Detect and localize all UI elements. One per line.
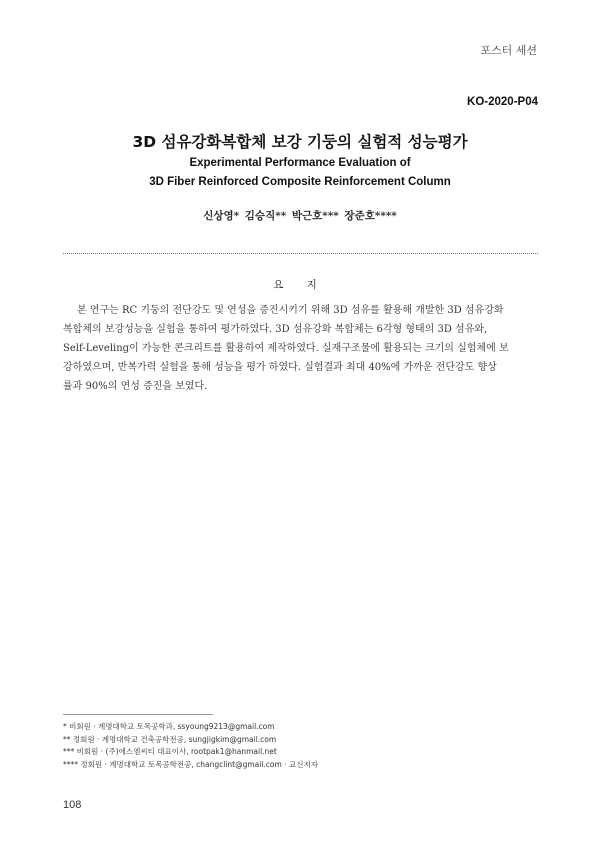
title-english-line-2: 3D Fiber Reinforced Composite Reinforcement Column: [149, 176, 451, 188]
footnote-1: * 비회원 · 계명대학교 토목공학과, ssyoung9213@gmail.com: [63, 722, 275, 731]
title-korean: 3D 섬유강화복합체 보강 기둥의 실험적 성능평가: [132, 133, 468, 151]
page-number: 108: [63, 799, 82, 811]
footnote-3: *** 비회원 · (주)에스엠씨티 대표이사, rootpak1@hanmail.net: [63, 747, 277, 756]
authors: 신상영* 김승직** 박근호*** 장준호****: [203, 210, 397, 222]
dotted-divider: [63, 253, 538, 254]
title-english-line-1: Experimental Performance Evaluation of: [189, 157, 411, 169]
section-label: 포스터 세션: [480, 44, 537, 57]
paper-id: KO-2020-P04: [467, 96, 538, 108]
abstract-line-2: 복합체의 보강성능을 실험을 통하여 평가하였다. 3D 섬유강화 복합체는 6각형 형태의 3D 섬유와,: [63, 324, 488, 335]
abstract-line-4: 강하였으며, 반복가력 실험을 통해 성능을 평가 하였다. 실험결과 최대 40%에 가까운 전단강도 향상: [63, 362, 497, 373]
abstract-body: [63, 301, 538, 396]
abstract-line-5: 률과 90%의 연성 증진을 보였다.: [63, 381, 208, 392]
title-english: [0, 154, 600, 192]
abstract-line-1: 본 연구는 RC 기둥의 전단강도 및 연성을 증진시키기 위해 3D 섬유를 활용해 개발한 3D 섬유강화: [77, 305, 504, 316]
abstract-heading: 요 지: [273, 279, 327, 291]
footnotes: [63, 721, 318, 771]
footnote-2: ** 정회원 · 계명대학교 건축공학전공, sungjigkim@gmail.com: [63, 734, 277, 744]
footnote-rule: [63, 714, 213, 715]
footnote-4: **** 정회원 · 계명대학교 토목공학전공, changclint@gmail.com · 교신저자: [63, 759, 318, 769]
abstract-line-3: Self-Leveling이 가능한 콘크리트를 활용하여 제작하였다. 실재구조물에 활용되는 크기의 실험체에 보: [63, 343, 509, 354]
